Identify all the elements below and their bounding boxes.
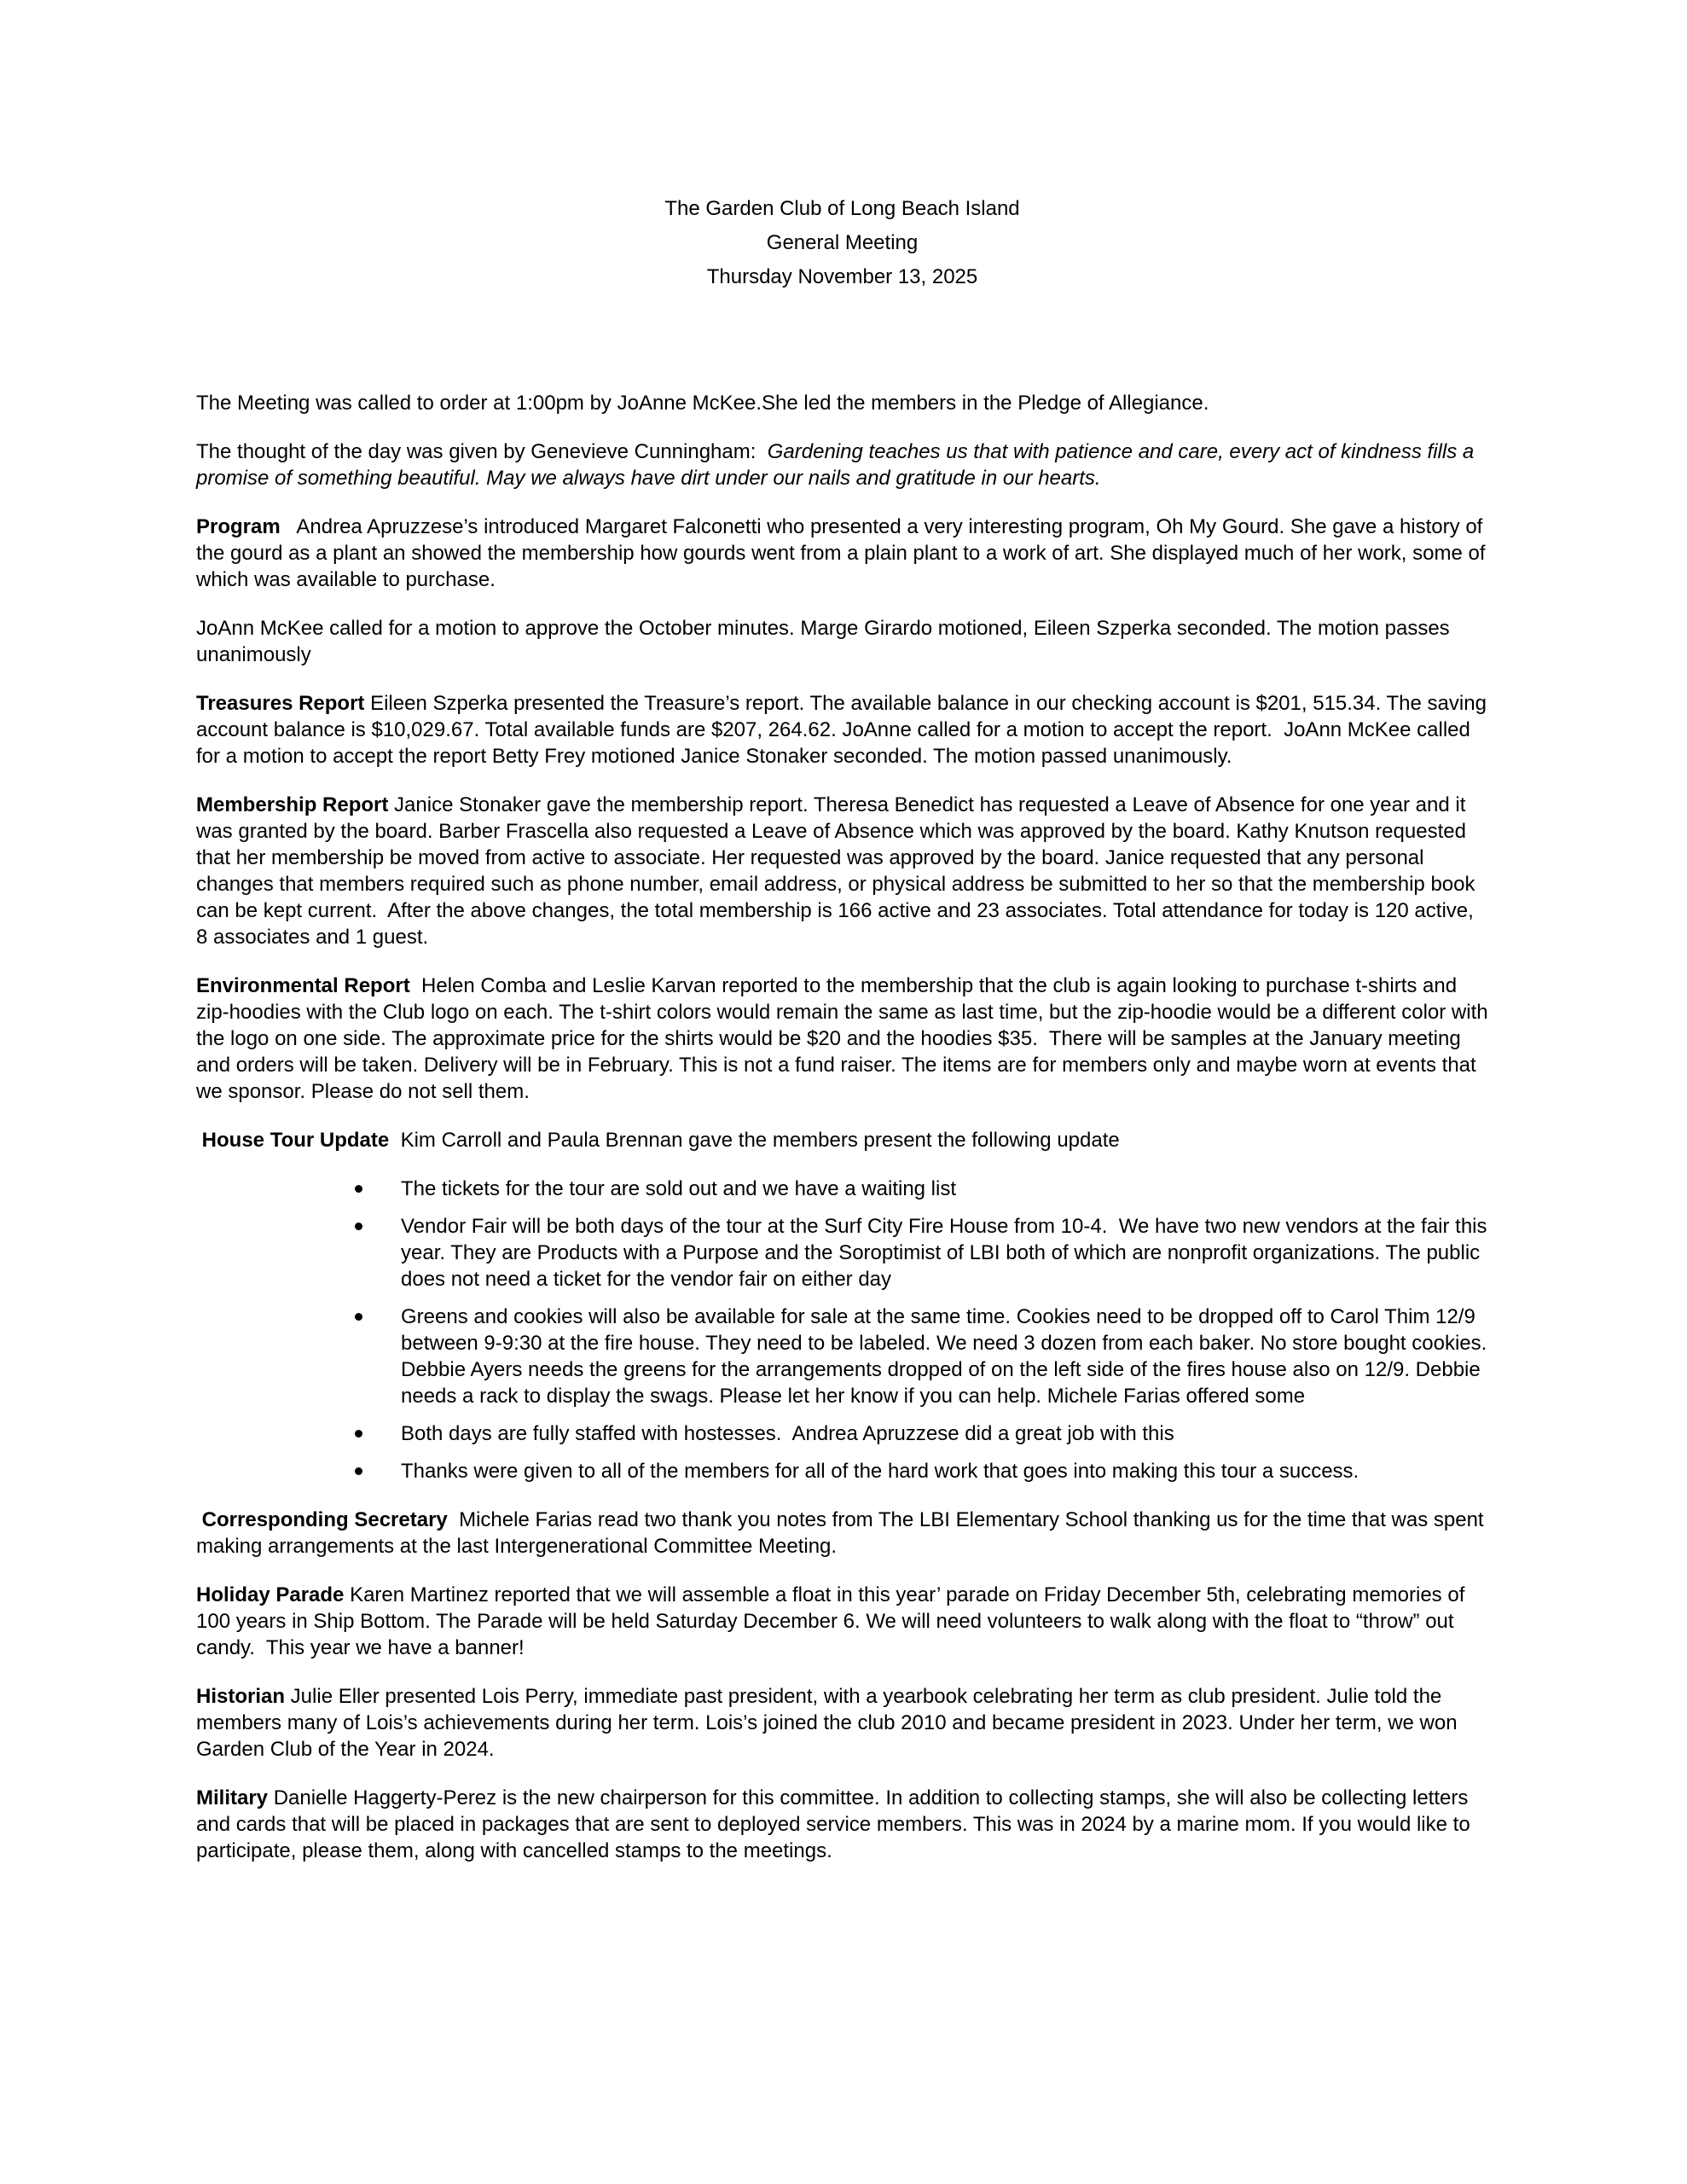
body-text: The Meeting was called to order at 1:00pm by JoAnne McKee.She led the members in the Pledge of Allegiance.	[196, 392, 1209, 415]
paragraph	[196, 514, 1492, 593]
section-heading: Military	[196, 1786, 269, 1809]
body-text: The thought of the day was given by Genevieve Cunningham:	[196, 440, 768, 463]
body-text: Andrea Apruzzese’s introduced Margaret Falconetti who presented a very interesting program, Oh My Gourd. She gave a history of the gourd as a plant an showed the membership how gourds went from a plain plant to a work of art. She displayed much of her work, some of which was available to purchase.	[196, 515, 1492, 591]
bullet-item: Thanks were given to all of the members for all of the hard work that goes into making this tour a success.	[196, 1458, 1488, 1484]
paragraph	[196, 439, 1488, 491]
document-date: Thursday November 13, 2025	[706, 265, 978, 288]
body-text: Janice Stonaker gave the membership report. Theresa Benedict has requested a Leave of Absence for one year and it was granted by the board. Barber Frascella also requested a Leave of Absence which was approved by the board. Kathy Knutson requested that her membership be moved from active to associate. Her requested was approved by the board. Janice requested that any personal changes that members required such as phone number, email address, or physical address be submitted to her so that the membership book can be kept current. After the above changes, the total membership is 166 active and 23 associates. Total attendance for today is 120 active, 8 associates and 1 guest.	[196, 793, 1481, 949]
body-text	[196, 1508, 202, 1531]
body-text: Michele Farias read two thank you notes from The LBI Elementary School thanking us for the time that was spent making arrangements at the last Intergenerational Committee Meeting.	[196, 1508, 1490, 1558]
body-text	[196, 1129, 202, 1152]
section-heading: Holiday Parade	[196, 1583, 345, 1606]
paragraph	[196, 973, 1494, 1105]
paragraph	[196, 690, 1493, 770]
paragraph	[196, 615, 1488, 668]
body-text: Helen Comba and Leslie Karvan reported to the membership that the club is again looking to purchase t-shirts and zip-hoodies with the Club logo on each. The t-shirt colors would remain the same as last time, but the zip-hoodie would be a different color with the logo on one side. The approximate price for the shirts would be $20 and the hoodies $35. There will be samples at the January meeting and orders will be taken. Delivery will be in February. This is not a fund raiser. The items are for members only and maybe worn at events that we sponsor. Please do not sell them.	[196, 974, 1494, 1103]
paragraph	[196, 1507, 1488, 1560]
bullet-item: Greens and cookies will also be available for sale at the same time. Cookies need to be dropped off to Carol Thim 12/9 between 9-9:30 at the fire house. They need to be labeled. We need 3 dozen from each baker. No store bought cookies. Debbie Ayers needs the greens for the arrangements dropped of on the left side of the fires house also on 12/9. Debbie needs a rack to display the swags. Please let her know if you can help. Michele Farias offered some	[196, 1304, 1488, 1409]
paragraph	[196, 1582, 1488, 1661]
section-heading: House Tour Update	[201, 1129, 390, 1152]
body-text: Kim Carroll and Paula Brennan gave the members present the following update	[389, 1129, 1120, 1152]
document-title: The Garden Club of Long Beach Island	[664, 197, 1020, 220]
bullet-item: Both days are fully staffed with hostesses. Andrea Apruzzese did a great job with this	[196, 1420, 1488, 1447]
body-text: Danielle Haggerty-Perez is the new chairperson for this committee. In addition to collecting stamps, she will also be collecting letters and cards that will be placed in packages that are sent to deployed service members. This was in 2024 by a marine mom. If you would like to participate, please them, along with cancelled stamps to the meetings.	[196, 1786, 1476, 1862]
quote-text: Gardening teaches us that with patience and care, every act of kindness fills a promise of something beautiful. May we always have dirt under our nails and gratitude in our hearts.	[196, 440, 1480, 490]
section-heading: Membership Report	[196, 793, 389, 816]
section-heading: Environmental Report	[196, 974, 410, 997]
bullet-list	[196, 1176, 1493, 1484]
section-heading: Corresponding Secretary	[201, 1508, 448, 1531]
paragraph	[196, 1127, 1488, 1153]
body-text: JoAnn McKee called for a motion to approve the October minutes. Marge Girardo motioned, Eileen Szperka seconded. The motion passes unanimously	[196, 617, 1456, 666]
section-heading: Treasures Report	[196, 692, 365, 715]
document-subtitle: General Meeting	[766, 231, 919, 254]
body-text: Eileen Szperka presented the Treasure’s report. The available balance in our checking account is $201, 515.34. The saving account balance is $10,029.67. Total available funds are $207, 264.62. JoAnne called for a motion to accept the report. JoAnn McKee called for a motion to accept the report Betty Frey motioned Janice Stonaker seconded. The motion passed unanimously.	[196, 692, 1493, 768]
paragraph	[196, 792, 1488, 950]
bullet-item: The tickets for the tour are sold out and we have a waiting list	[196, 1176, 1488, 1202]
body-text: Karen Martinez reported that we will assemble a float in this year’ parade on Friday December 5th, celebrating memories of 100 years in Ship Bottom. The Parade will be held Saturday December 6. We will need volunteers to walk along with the float to “throw” out candy. This year we have a banner!	[196, 1583, 1471, 1659]
document-body	[196, 390, 1494, 1864]
document-header	[196, 192, 1488, 294]
section-heading: Historian	[196, 1685, 286, 1708]
paragraph	[196, 1785, 1488, 1864]
paragraph	[196, 390, 1488, 416]
body-text: Julie Eller presented Lois Perry, immediate past president, with a yearbook celebrating her term as club president. Julie told the members many of Lois’s achievements during her term. Lois’s joined the club 2010 and became president in 2023. Under her term, we won Garden Club of the Year in 2024.	[196, 1685, 1464, 1761]
paragraph	[196, 1683, 1488, 1763]
bullet-item: Vendor Fair will be both days of the tour at the Surf City Fire House from 10-4. We have two new vendors at the fair this year. They are Products with a Purpose and the Soroptimist of LBI both of which are nonprofit organizations. The public does not need a ticket for the vendor fair on either day	[196, 1213, 1488, 1292]
section-heading: Program	[196, 515, 281, 538]
